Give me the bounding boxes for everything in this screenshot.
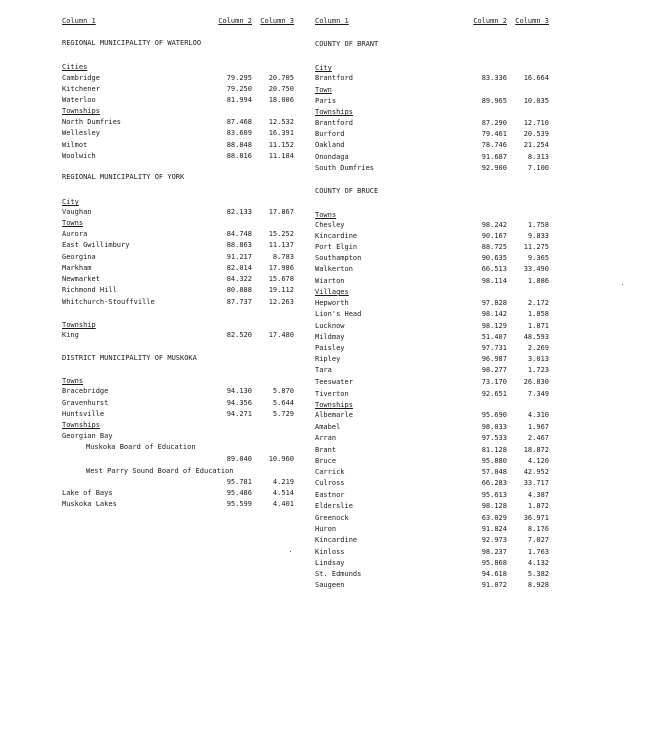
municipality-name: South Dumfries [315, 164, 375, 172]
heading-text: Villages [315, 288, 349, 296]
column-3-value: 20.539 [523, 130, 549, 138]
column-3-value: 4.514 [272, 489, 294, 497]
column-1-header: Column 1 [315, 17, 349, 25]
column-3-value: 17.480 [268, 331, 294, 339]
column-2-value: 92.973 [481, 536, 507, 544]
table-row [62, 84, 294, 95]
municipality-name: Paris [315, 97, 337, 105]
municipality-name: Newmarket [62, 275, 100, 283]
column-header-row [315, 16, 555, 27]
table-row [315, 253, 555, 264]
table-row [62, 386, 294, 397]
table-row [62, 207, 294, 218]
municipality-name: Lindsay [315, 559, 345, 567]
municipality-name: Richmond Hill [62, 286, 117, 294]
municipality-name: East Gwillimbury [62, 241, 130, 249]
column-3-header: Column 3 [260, 17, 294, 25]
column-2-header: Column 2 [473, 17, 507, 25]
municipality-name: Paisley [315, 344, 345, 352]
heading-text: Towns [62, 377, 84, 385]
heading-text: COUNTY OF BRUCE [315, 187, 379, 195]
column-2-value: 94.271 [226, 410, 252, 418]
table-row [62, 95, 294, 106]
municipality-name: Greenock [315, 514, 349, 522]
column-2-value: 94.356 [226, 399, 252, 407]
table-row [62, 151, 294, 162]
table-row [315, 490, 555, 501]
municipality-name: Huntsville [62, 410, 105, 418]
municipality-name: Bracebridge [62, 387, 109, 395]
table-row [315, 377, 555, 388]
column-3-value: 5.870 [272, 387, 294, 395]
municipality-name: Port Elgin [315, 243, 358, 251]
column-2-value: 90.635 [481, 254, 507, 262]
heading-text: Townships [315, 108, 353, 116]
municipality-name: North Dumfries [62, 118, 122, 126]
heading-text: Townships [315, 401, 353, 409]
column-3-header: Column 3 [515, 17, 549, 25]
column-2-value: 81.128 [481, 446, 507, 454]
municipality-name: Mildmay [315, 333, 345, 341]
table-row [315, 118, 555, 129]
table-row [315, 152, 555, 163]
heading-text: Township [62, 321, 96, 329]
column-2-value: 96.987 [481, 355, 507, 363]
column-3-value: 8.176 [527, 525, 549, 533]
column-2-value: 82.133 [226, 208, 252, 216]
table-row [62, 330, 294, 341]
column-3-value: 20.750 [268, 85, 294, 93]
column-2-value: 95.599 [226, 500, 252, 508]
column-3-value: 17.986 [268, 264, 294, 272]
heading-text: Towns [62, 219, 84, 227]
column-2-header: Column 2 [218, 17, 252, 25]
table-row [62, 128, 294, 139]
region-heading [315, 186, 555, 197]
municipality-name: Kincardine [315, 536, 358, 544]
column-2-value: 98.142 [481, 310, 507, 318]
column-2-value: 79.295 [226, 74, 252, 82]
column-2-value: 98.237 [481, 548, 507, 556]
table-row [62, 477, 294, 488]
table-row [62, 252, 294, 263]
column-3-value: 11.184 [268, 152, 294, 160]
column-2-value: 97.533 [481, 434, 507, 442]
municipality-name: Georgian Bay [62, 432, 113, 440]
table-row [315, 242, 555, 253]
municipality-name: Saugeen [315, 581, 345, 589]
municipality-name: Wilmot [62, 141, 88, 149]
column-2-value: 97.828 [481, 299, 507, 307]
municipality-name: Cambridge [62, 74, 100, 82]
municipality-name: Kitchener [62, 85, 100, 93]
column-3-value: 11.152 [268, 141, 294, 149]
column-3-value: 33.717 [523, 479, 549, 487]
table-row [62, 499, 294, 510]
table-row [62, 431, 294, 442]
heading-text: REGIONAL MUNICIPALITY OF YORK [62, 173, 185, 181]
table-row [315, 445, 555, 456]
column-2-value: 83.609 [226, 129, 252, 137]
table-row [315, 456, 555, 467]
column-3-value: 12.263 [268, 298, 294, 306]
column-2-value: 66.283 [481, 479, 507, 487]
table-row [315, 558, 555, 569]
column-2-value: 98.277 [481, 366, 507, 374]
column-3-value: 5.382 [527, 570, 549, 578]
column-3-value: 18.872 [523, 446, 549, 454]
column-3-value: 8.313 [527, 153, 549, 161]
column-2-value: 89.040 [226, 455, 252, 463]
municipality-name: Oakland [315, 141, 345, 149]
column-3-value: 15.678 [268, 275, 294, 283]
column-3-value: 11.275 [523, 243, 549, 251]
scan-speck [622, 284, 623, 285]
table-row [315, 96, 555, 107]
municipality-name: Vaughan [62, 208, 92, 216]
municipality-name: Kinloss [315, 548, 345, 556]
column-2-value: 66.513 [481, 265, 507, 273]
table-row [62, 140, 294, 151]
municipality-name: Eastnor [315, 491, 345, 499]
column-3-value: 1.967 [527, 423, 549, 431]
municipality-name: Brantford [315, 119, 353, 127]
table-row [62, 229, 294, 240]
table-row [62, 285, 294, 296]
column-2-value: 95.868 [481, 559, 507, 567]
column-3-value: 7.027 [527, 536, 549, 544]
column-2-value: 95.486 [226, 489, 252, 497]
column-2-value: 91.824 [481, 525, 507, 533]
column-3-value: 42.952 [523, 468, 549, 476]
table-row [315, 547, 555, 558]
column-3-value: 11.137 [268, 241, 294, 249]
table-row [315, 140, 555, 151]
heading-text: Townships [62, 421, 100, 429]
column-3-value: 9.365 [527, 254, 549, 262]
table-row [315, 220, 555, 231]
municipality-name: Albemarle [315, 411, 353, 419]
municipality-name: Waterloo [62, 96, 96, 104]
column-3-value: 1.758 [527, 221, 549, 229]
municipality-name: King [62, 331, 79, 339]
municipality-name: Burford [315, 130, 345, 138]
table-row [315, 129, 555, 140]
column-2-value: 94.618 [481, 570, 507, 578]
column-2-value: 98.128 [481, 502, 507, 510]
municipality-name: Teeswater [315, 378, 353, 386]
municipality-name: Georgina [62, 253, 96, 261]
table-row [315, 433, 555, 444]
table-row [315, 524, 555, 535]
table-row [315, 343, 555, 354]
column-2-value: 57.048 [481, 468, 507, 476]
municipality-name: Amabel [315, 423, 341, 431]
region-heading [315, 39, 555, 50]
column-3-value: 4.132 [527, 559, 549, 567]
column-3-value: 33.490 [523, 265, 549, 273]
column-2-value: 95.880 [481, 457, 507, 465]
table-row [62, 240, 294, 251]
column-2-value: 79.461 [481, 130, 507, 138]
category-subheading [315, 85, 555, 96]
municipality-name: Lion's Head [315, 310, 362, 318]
municipality-name: Tara [315, 366, 332, 374]
column-2-value: 88.725 [481, 243, 507, 251]
column-3-value: 1.763 [527, 548, 549, 556]
municipality-name: Tiverton [315, 390, 349, 398]
column-3-value: 12.710 [523, 119, 549, 127]
column-2-value: 95.781 [226, 478, 252, 486]
table-row [315, 231, 555, 242]
municipality-name: Arran [315, 434, 337, 442]
column-2-value: 84.748 [226, 230, 252, 238]
column-3-value: 2.269 [527, 344, 549, 352]
table-row [315, 276, 555, 287]
column-2-value: 95.690 [481, 411, 507, 419]
municipality-name: Woolwich [62, 152, 96, 160]
column-3-value: 48.593 [523, 333, 549, 341]
table-row [62, 73, 294, 84]
column-2-value: 98.033 [481, 423, 507, 431]
municipality-name: Walkerton [315, 265, 353, 273]
column-2-value: 95.613 [481, 491, 507, 499]
category-subheading [62, 106, 294, 117]
municipality-name: Lucknow [315, 322, 345, 330]
column-3-value: 3.013 [527, 355, 549, 363]
column-2-value: 97.731 [481, 344, 507, 352]
column-2-value: 90.167 [481, 232, 507, 240]
column-3-value: 7.100 [527, 164, 549, 172]
table-row [315, 478, 555, 489]
column-2-value: 88.816 [226, 152, 252, 160]
table-row [62, 454, 294, 465]
column-3-value: 5.729 [272, 410, 294, 418]
category-subheading [62, 62, 294, 73]
municipality-name: Elderslie [315, 502, 353, 510]
column-2-value: 92.651 [481, 390, 507, 398]
column-2-value: 51.407 [481, 333, 507, 341]
column-3-value: 19.112 [268, 286, 294, 294]
column-3-value: 26.830 [523, 378, 549, 386]
column-2-value: 98.114 [481, 277, 507, 285]
scan-speck [290, 551, 291, 552]
column-3-value: 10.035 [523, 97, 549, 105]
category-subheading [315, 287, 555, 298]
municipality-name: Chesley [315, 221, 345, 229]
table-row [62, 117, 294, 128]
table-row [315, 467, 555, 478]
table-row [62, 263, 294, 274]
column-2-value: 98.129 [481, 322, 507, 330]
region-heading [62, 172, 294, 183]
column-3-value: 8.783 [272, 253, 294, 261]
column-3-value: 2.172 [527, 299, 549, 307]
municipality-name: Southampton [315, 254, 362, 262]
table-row [315, 513, 555, 524]
municipality-name: Lake of Bays [62, 489, 113, 497]
municipality-name: Huron [315, 525, 337, 533]
column-3-value: 1.872 [527, 502, 549, 510]
municipality-name: Aurora [62, 230, 88, 238]
column-2-value: 98.242 [481, 221, 507, 229]
table-row [62, 409, 294, 420]
heading-text: Towns [315, 211, 337, 219]
column-3-value: 7.349 [527, 390, 549, 398]
column-1-header: Column 1 [62, 17, 96, 25]
table-row [315, 410, 555, 421]
table-row [315, 264, 555, 275]
table-row [315, 569, 555, 580]
table-row [315, 365, 555, 376]
column-2-value: 78.746 [481, 141, 507, 149]
table-row [315, 321, 555, 332]
municipality-name: St. Edmunds [315, 570, 362, 578]
municipality-name: Carrick [315, 468, 345, 476]
table-row [315, 501, 555, 512]
municipality-name: Onondaga [315, 153, 349, 161]
column-2-value: 87.737 [226, 298, 252, 306]
region-heading [62, 38, 294, 49]
table-row [315, 332, 555, 343]
table-row [62, 488, 294, 499]
column-3-value: 4.387 [527, 491, 549, 499]
heading-text: Town [315, 86, 332, 94]
column-3-value: 5.644 [272, 399, 294, 407]
column-2-value: 87.290 [481, 119, 507, 127]
column-2-value: 91.217 [226, 253, 252, 261]
column-2-value: 94.130 [226, 387, 252, 395]
table-row [315, 580, 555, 591]
column-3-value: 16.391 [268, 129, 294, 137]
column-3-value: 10.960 [268, 455, 294, 463]
heading-text: City [62, 198, 79, 206]
municipality-name: Kincardine [315, 232, 358, 240]
board-subheading [62, 466, 294, 477]
municipality-name: Culross [315, 479, 345, 487]
column-2-value: 79.250 [226, 85, 252, 93]
table-row [62, 297, 294, 308]
municipality-name: Brant [315, 446, 337, 454]
column-3-value: 12.532 [268, 118, 294, 126]
municipality-name: Markham [62, 264, 92, 272]
heading-text: DISTRICT MUNICIPALITY OF MUSKOKA [62, 354, 197, 362]
municipality-name: Wiarton [315, 277, 345, 285]
column-3-value: 4.310 [527, 411, 549, 419]
column-header-row [62, 16, 294, 27]
table-row [62, 398, 294, 409]
table-row [62, 274, 294, 285]
category-subheading [315, 107, 555, 118]
column-3-value: 9.833 [527, 232, 549, 240]
category-subheading [62, 218, 294, 229]
heading-text: COUNTY OF BRANT [315, 40, 379, 48]
column-3-value: 20.705 [268, 74, 294, 82]
municipality-name: Muskoka Lakes [62, 500, 117, 508]
municipality-name: Ripley [315, 355, 341, 363]
column-2-value: 87.468 [226, 118, 252, 126]
column-2-value: 83.336 [481, 74, 507, 82]
table-row [315, 163, 555, 174]
column-2-value: 89.965 [481, 97, 507, 105]
table-row [315, 309, 555, 320]
table-row [315, 422, 555, 433]
heading-text: West Parry Sound Board of Education [86, 467, 234, 475]
municipality-name: Bruce [315, 457, 337, 465]
column-3-value: 4.120 [527, 457, 549, 465]
municipality-name: Whitchurch-Stouffville [62, 298, 155, 306]
column-3-value: 17.867 [268, 208, 294, 216]
column-3-value: 21.254 [523, 141, 549, 149]
heading-text: Townships [62, 107, 100, 115]
column-2-value: 91.687 [481, 153, 507, 161]
column-3-value: 36.971 [523, 514, 549, 522]
heading-text: REGIONAL MUNICIPALITY OF WATERLOO [62, 39, 202, 47]
column-3-value: 8.928 [527, 581, 549, 589]
table-row [315, 298, 555, 309]
column-2-value: 84.322 [226, 275, 252, 283]
category-subheading [62, 420, 294, 431]
column-2-value: 81.994 [226, 96, 252, 104]
column-3-value: 16.664 [523, 74, 549, 82]
column-3-value: 2.467 [527, 434, 549, 442]
municipality-name: Gravenhurst [62, 399, 109, 407]
column-2-value: 73.170 [481, 378, 507, 386]
table-row [315, 73, 555, 84]
column-3-value: 4.401 [272, 500, 294, 508]
column-2-value: 82.520 [226, 331, 252, 339]
column-3-value: 4.219 [272, 478, 294, 486]
region-heading [62, 353, 294, 364]
column-3-value: 1.871 [527, 322, 549, 330]
column-2-value: 88.848 [226, 141, 252, 149]
table-row [315, 389, 555, 400]
heading-text: Muskoka Board of Education [86, 443, 196, 451]
municipality-name: Wellesley [62, 129, 100, 137]
column-2-value: 88.863 [226, 241, 252, 249]
column-3-value: 1.858 [527, 310, 549, 318]
column-3-value: 18.006 [268, 96, 294, 104]
column-2-value: 92.900 [481, 164, 507, 172]
heading-text: Cities [62, 63, 88, 71]
municipality-name: Brantford [315, 74, 353, 82]
board-subheading [62, 442, 294, 453]
column-2-value: 91.072 [481, 581, 507, 589]
table-row [315, 535, 555, 546]
table-row [315, 354, 555, 365]
column-3-value: 1.886 [527, 277, 549, 285]
column-2-value: 82.014 [226, 264, 252, 272]
column-3-value: 15.252 [268, 230, 294, 238]
column-2-value: 63.029 [481, 514, 507, 522]
column-2-value: 80.888 [226, 286, 252, 294]
heading-text: City [315, 64, 332, 72]
municipality-name: Hepworth [315, 299, 349, 307]
column-3-value: 1.723 [527, 366, 549, 374]
